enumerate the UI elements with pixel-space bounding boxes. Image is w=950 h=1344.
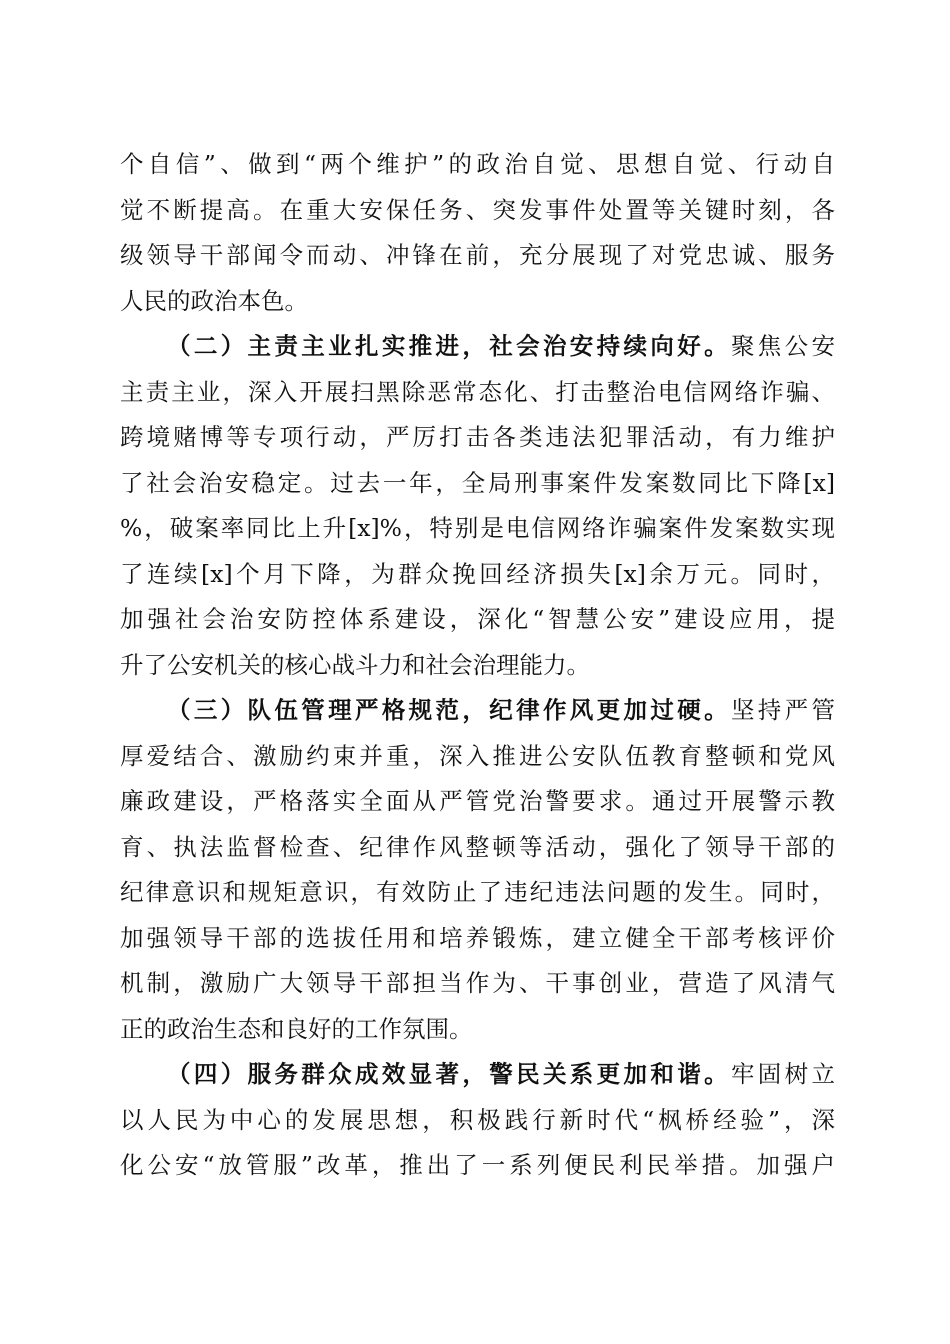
text-line: 升了公安机关的核心战斗力和社会治理能力。	[120, 650, 590, 679]
text-line: 了社会治安稳定。过去一年，全局刑事案件发案数同比下降[x]	[120, 468, 835, 497]
text-line: 纪律意识和规矩意识，有效防止了违纪违法问题的发生。同时，	[120, 878, 835, 906]
section-heading: （三）队伍管理严格规范，纪律作风更加过硬。	[167, 696, 731, 724]
paragraph-first-line	[120, 324, 835, 370]
text-line: 主责主业，深入开展扫黑除恶常态化、打击整治电信网络诈骗、	[120, 377, 835, 406]
text-line: 厚爱结合、激励约束并重，深入推进公安队伍教育整顿和党风	[120, 741, 835, 770]
section-heading: （二）主责主业扎实推进，社会治安持续向好。	[167, 332, 731, 360]
paragraph-4	[120, 1052, 835, 1189]
text-line: 加强社会治安防控体系建设，深化“智慧公安”建设应用，提	[120, 605, 835, 633]
text-span: 牢固树立	[730, 1060, 836, 1088]
text-line: 加强领导干部的选拔任用和培养锻炼，建立健全干部考核评价	[120, 923, 835, 952]
text-line: 人民的政治本色。	[120, 286, 308, 315]
text-line: 机制，激励广大领导干部担当作为、干事创业，营造了风清气	[120, 969, 835, 997]
text-span: 聚焦公安	[730, 332, 836, 360]
text-line: 廉政建设，严格落实全面从严管党治警要求。通过开展警示教	[120, 787, 835, 815]
paragraph-first-line	[120, 1052, 835, 1098]
paragraph-first-line	[120, 688, 835, 734]
paragraph-2	[120, 324, 835, 688]
text-line: %，破案率同比上升[x]%，特别是电信网络诈骗案件发案数实现	[120, 514, 835, 542]
document-body	[120, 142, 835, 1189]
text-line: 育、执法监督检查、纪律作风整顿等活动，强化了领导干部的	[120, 832, 835, 861]
text-line: 了连续[x]个月下降，为群众挽回经济损失[x]余万元。同时，	[120, 559, 835, 588]
text-line: 跨境赌博等专项行动，严厉打击各类违法犯罪活动，有力维护	[120, 423, 835, 451]
paragraph-3	[120, 688, 835, 1052]
text-line: 以人民为中心的发展思想，积极践行新时代“枫桥经验”，深	[120, 1105, 835, 1134]
text-line: 觉不断提高。在重大安保任务、突发事件处置等关键时刻，各	[120, 195, 835, 224]
text-line: 化公安“放管服”改革，推出了一系列便民利民举措。加强户	[120, 1151, 835, 1179]
text-line: 个自信”、做到“两个维护”的政治自觉、思想自觉、行动自	[120, 150, 835, 178]
section-heading: （四）服务群众成效显著，警民关系更加和谐。	[167, 1060, 731, 1088]
text-span: 坚持严管	[730, 696, 836, 724]
text-line: 正的政治生态和良好的工作氛围。	[120, 1014, 473, 1043]
text-line: 级领导干部闻令而动、冲锋在前，充分展现了对党忠诚、服务	[120, 241, 835, 269]
paragraph-1	[120, 142, 835, 324]
